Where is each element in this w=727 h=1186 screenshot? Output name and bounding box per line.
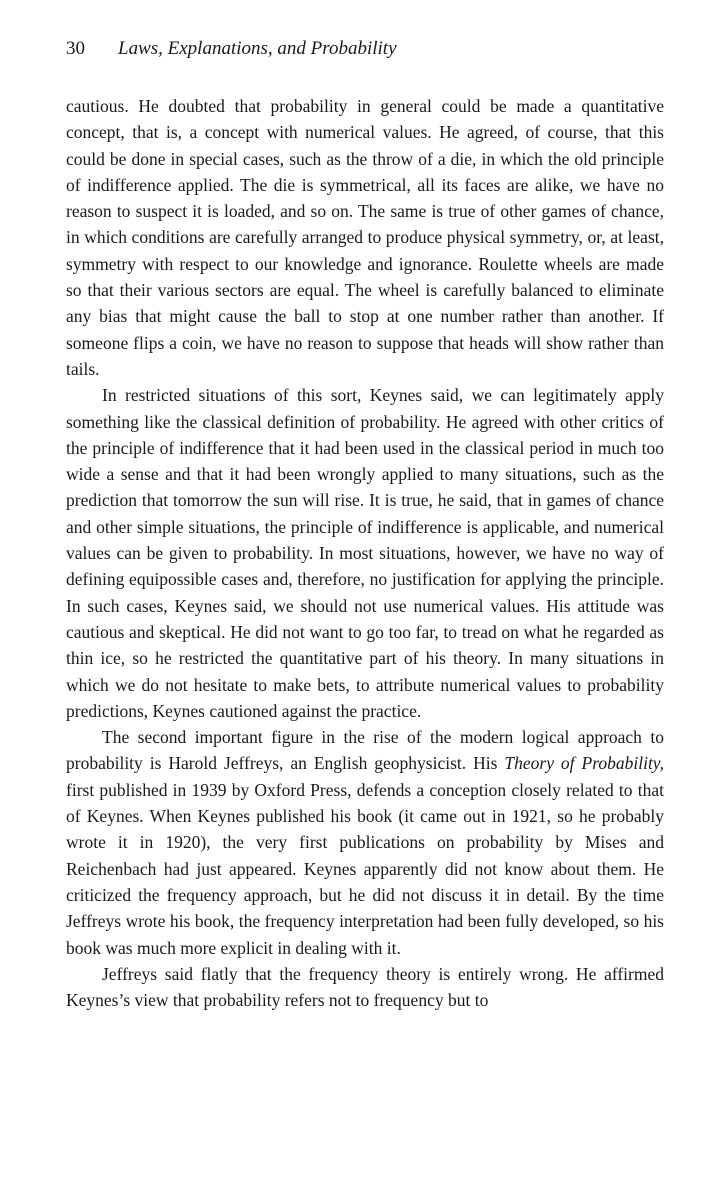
- running-title: Laws, Explanations, and Probability: [118, 38, 397, 59]
- body-text: [66, 93, 664, 1013]
- paragraph-3: [66, 724, 664, 961]
- paragraph-3-text-after: first published in 1939 by Oxford Press, defends a conception closely related to that of Keynes. When Keynes published his book (it came out in 1921, so he probably wrote it in 1920), the very first publications on probability by Mises and Reichenbach had just appeared. Keynes apparently did not know about them. He criticized the frequency approach, but he did not discuss it in detail. By the time Jeffreys wrote his book, the frequency interpretation had been fully developed, so his book was much more explicit in dealing with it.: [66, 779, 664, 958]
- paragraph-2: In restricted situations of this sort, Keynes said, we can legitimately apply something like the classical definition of probability. He agreed with other critics of the principle of indifference that it had been used in the classical period in much too wide a sense and that it had been wrongly applied to many situations, such as the prediction that tomorrow the sun will rise. It is true, he said, that in games of chance and other simple situations, the principle of indifference is applicable, and numerical values can be given to probability. In most situations, however, we have no way of defining equipossible cases and, therefore, no justification for applying the principle. In such cases, Keynes said, we should not use numerical values. His attitude was cautious and skeptical. He did not want to go too far, to tread on what he regarded as thin ice, so he restricted the quantitative part of his theory. In many situations in which we do not hesitate to make bets, to attribute numerical values to probability predictions, Keynes cautioned against the practice.: [66, 385, 664, 721]
- paragraph-4: Jeffreys said flatly that the frequency theory is entirely wrong. He affirmed Keynes’s view that probability refers not to frequency but to: [66, 963, 664, 1011]
- paragraph-1: cautious. He doubted that probability in general could be made a quantitative concept, that is, a concept with numerical values. He agreed, of course, that this could be done in special cases, such as the throw of a die, in which the old principle of indifference applied. The die is symmetrical, all its faces are alike, we have no reason to suspect it is loaded, and so on. The same is true of other games of chance, in which conditions are carefully arranged to produce physical symmetry, or, at least, symmetry with respect to our knowledge and ignorance. Roulette wheels are made so that their various sectors are equal. The wheel is carefully balanced to eliminate any bias that might cause the ball to stop at one number rather than another. If someone flips a coin, we have no reason to suppose that heads will show rather than tails.: [66, 96, 664, 379]
- page-number: 30: [66, 38, 85, 59]
- paragraph-3-text-before: The second important figure in the rise of the modern logical approach to probability is Harold Jeffreys, an English geophysicist. His: [66, 727, 664, 774]
- book-page: [66, 36, 664, 1013]
- running-head: [66, 36, 664, 62]
- book-title-italic: Theory of Probability,: [504, 753, 664, 774]
